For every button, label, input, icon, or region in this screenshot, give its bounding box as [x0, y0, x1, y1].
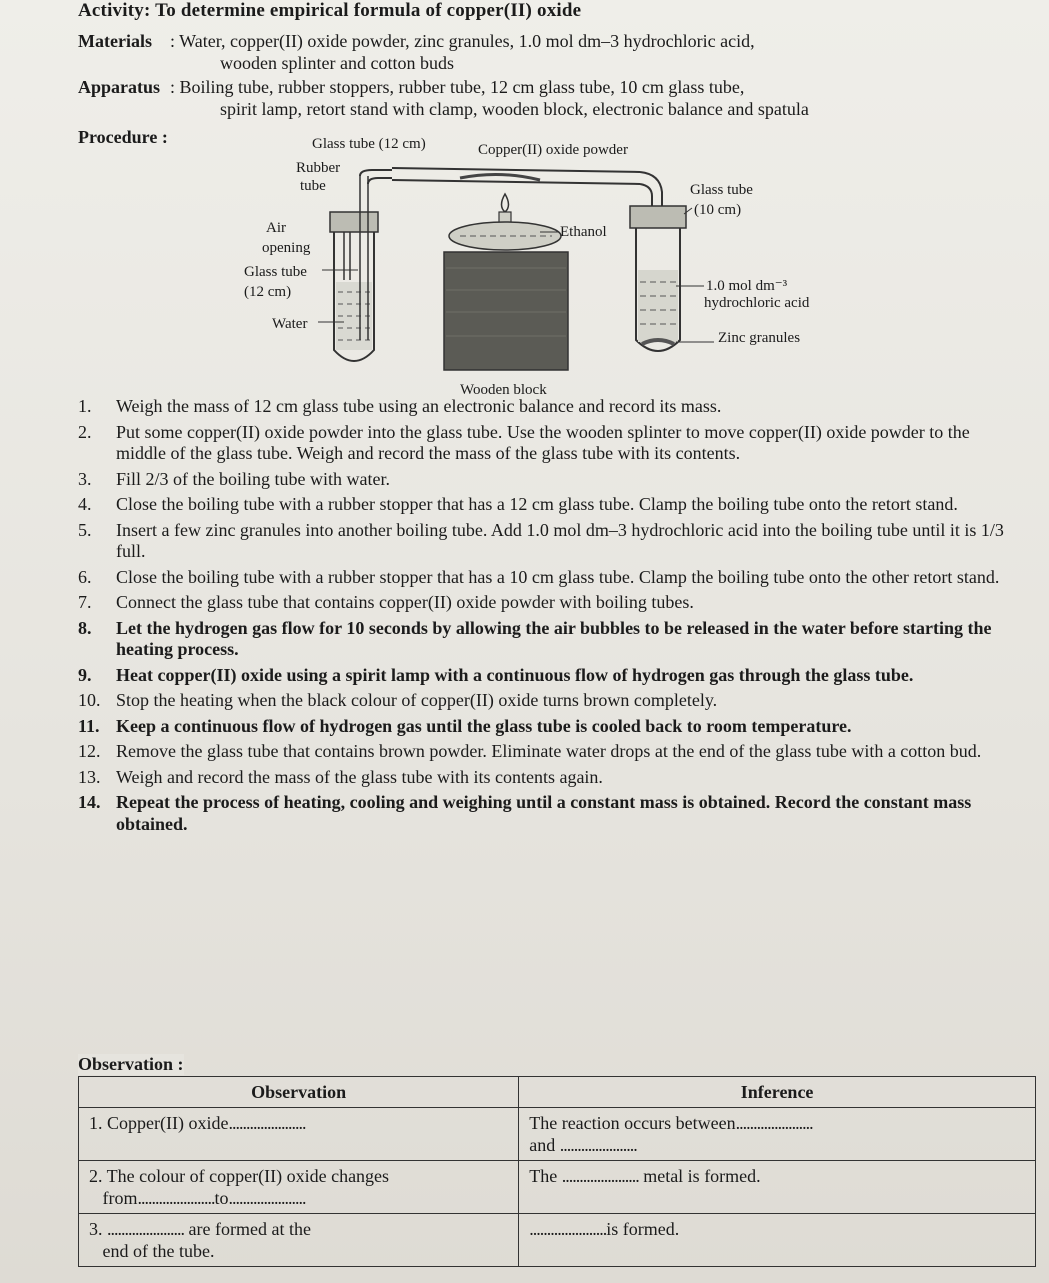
zinc-granules: [642, 340, 674, 344]
row3-observation: 3. ...................... are formed at the end of the tube.: [79, 1214, 519, 1267]
step-2: 2. Put some copper(II) oxide powder into the glass tube. Use the wooden splinter to move copper(II) oxide powder to the middle of the glass tube. Weigh and record the mass of the glass tube with its contents.: [78, 421, 970, 463]
row2-observation: 2. The colour of copper(II) oxide changes from......................to......................: [79, 1161, 519, 1214]
step-5: 5. Insert a few zinc granules into another boiling tube. Add 1.0 mol dm–3 hydrochloric acid into the boiling tube until it is 1/3 full.: [78, 519, 1004, 561]
label-glass-tube-12-top: Glass tube (12 cm): [312, 136, 426, 152]
right-acid: [638, 270, 678, 342]
label-wooden-block: Wooden block: [460, 382, 547, 398]
step-4: 4. Close the boiling tube with a rubber stopper that has a 12 cm glass tube. Clamp the boiling tube onto the retort stand.: [78, 494, 958, 514]
observation-row-2: [79, 1161, 1036, 1214]
label-opening: opening: [262, 240, 311, 256]
left-stopper: [330, 212, 378, 232]
row2-inference: The ...................... metal is formed.: [519, 1161, 1036, 1214]
procedure-steps: [78, 396, 1008, 839]
step-10: 10. Stop the heating when the black colour of copper(II) oxide turns brown completely.: [78, 690, 718, 710]
step-9: 9. Heat copper(II) oxide using a spirit lamp with a continuous flow of hydrogen gas through the glass tube.: [78, 664, 914, 685]
activity-title: Activity: To determine empirical formula of copper(II) oxide: [78, 0, 582, 21]
label-hcl: hydrochloric acid: [704, 295, 810, 311]
step-7: 7. Connect the glass tube that contains copper(II) oxide powder with boiling tubes.: [78, 592, 694, 612]
apparatus-line1: : Boiling tube, rubber stoppers, rubber tube, 12 cm glass tube, 10 cm glass tube,: [170, 77, 745, 97]
observation-table: [78, 1076, 1036, 1267]
apparatus-label: Apparatus: [78, 77, 161, 97]
observation-header-row: [79, 1077, 1036, 1108]
copper-oxide-powder: [460, 174, 540, 180]
label-zinc: Zinc granules: [718, 330, 801, 346]
label-glass-tube-right: Glass tube: [690, 182, 753, 198]
materials-label: Materials: [78, 31, 152, 51]
step-13: 13. Weigh and record the mass of the glass tube with its contents again.: [78, 766, 603, 787]
col-inference: Inference: [519, 1077, 1036, 1108]
wooden-block: [444, 252, 568, 370]
apparatus-diagram: [0, 0, 1049, 420]
step-1: 1. Weigh the mass of 12 cm glass tube using an electronic balance and record its mass.: [78, 396, 722, 416]
step-8: 8. Let the hydrogen gas flow for 10 seconds by allowing the air bubbles to be released in the water before starting the heating process.: [78, 617, 992, 659]
label-copper-oxide: Copper(II) oxide powder: [478, 142, 628, 158]
label-hcl-conc: 1.0 mol dm⁻³: [706, 278, 788, 294]
right-stopper: [630, 206, 686, 228]
step-6: 6. Close the boiling tube with a rubber stopper that has a 10 cm glass tube. Clamp the boiling tube onto the other retort stand.: [78, 566, 1000, 587]
label-glass-tube-left: Glass tube: [244, 264, 307, 280]
label-water: Water: [272, 316, 308, 332]
label-twelve-cm: (12 cm): [244, 284, 292, 300]
step-12: 12. Remove the glass tube that contains brown powder. Eliminate water drops at the end of the glass tube with a cotton bud.: [78, 741, 982, 761]
rubber-tube-left: [360, 170, 392, 184]
label-tube: tube: [300, 178, 326, 194]
step-14: 14. Repeat the process of heating, cooling and weighing until a constant mass is obtained. Record the constant mass obtained.: [78, 792, 972, 834]
air-opening-tube: [344, 232, 350, 280]
label-rubber: Rubber: [296, 160, 341, 176]
row1-observation: 1. Copper(II) oxide......................: [79, 1108, 519, 1161]
step-3: 3. Fill 2/3 of the boiling tube with water.: [78, 468, 390, 489]
col-observation: Observation: [79, 1077, 519, 1108]
observation-heading: Observation :: [78, 1054, 184, 1074]
label-ethanol: Ethanol: [560, 224, 607, 240]
procedure-label: Procedure :: [78, 127, 168, 147]
observation-row-3: [79, 1214, 1036, 1267]
label-ten-cm: (10 cm): [694, 202, 742, 218]
observation-row-1: [79, 1108, 1036, 1161]
spirit-lamp: [449, 194, 561, 250]
row3-inference: ......................is formed.: [519, 1214, 1036, 1267]
label-air: Air: [266, 220, 286, 236]
row1-inference: The reaction occurs between...................... and ......................: [519, 1108, 1036, 1161]
materials-line2: wooden splinter and cotton buds: [220, 53, 454, 73]
apparatus-line2: spirit lamp, retort stand with clamp, wooden block, electronic balance and spatula: [220, 99, 809, 119]
step-11: 11. Keep a continuous flow of hydrogen gas until the glass tube is cooled back to room temperature.: [78, 715, 852, 736]
materials-line1: : Water, copper(II) oxide powder, zinc granules, 1.0 mol dm–3 hydrochloric acid,: [170, 31, 755, 51]
